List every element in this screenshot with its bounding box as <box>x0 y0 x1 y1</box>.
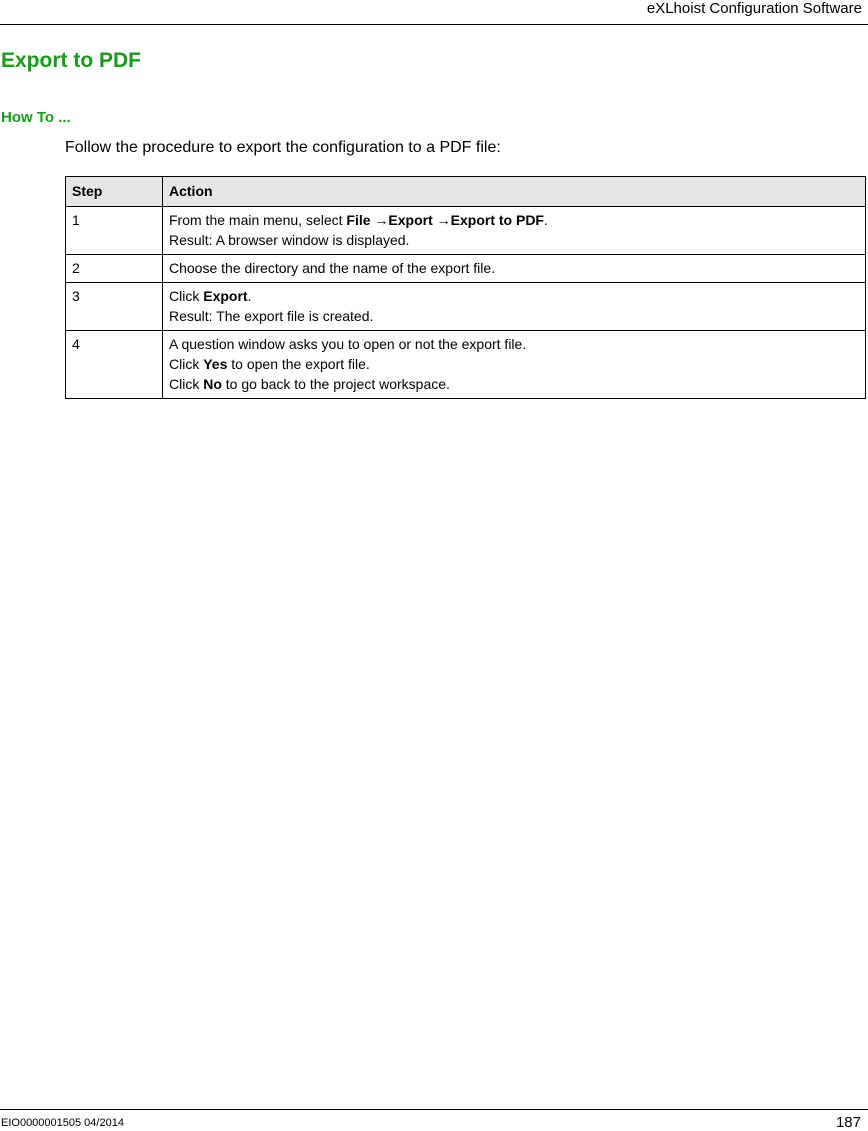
action-line <box>169 354 859 374</box>
table-header-row <box>66 177 866 207</box>
footer-divider <box>0 1109 868 1110</box>
column-header-step: Step <box>66 177 163 207</box>
step-number: 1 <box>66 207 163 255</box>
page-number: 187 <box>835 1114 861 1131</box>
export-button-label: Export <box>203 288 248 304</box>
step-number: 2 <box>66 255 163 283</box>
action-result: Result: A browser window is displayed. <box>169 232 410 248</box>
step-action <box>163 207 866 255</box>
step-number: 4 <box>66 331 163 399</box>
action-text: . <box>247 288 252 304</box>
section-title: Export to PDF <box>1 49 141 72</box>
step-action <box>163 331 866 399</box>
action-text: From the main menu, select <box>169 212 347 228</box>
action-text: . <box>544 212 548 228</box>
table-row <box>66 331 866 399</box>
step-action <box>163 283 866 331</box>
action-line <box>169 210 859 230</box>
menu-item-export: Export <box>388 212 433 228</box>
yes-button-label: Yes <box>203 356 228 372</box>
menu-arrow-icon: → <box>436 212 451 228</box>
step-number: 3 <box>66 283 163 331</box>
action-line: Choose the directory and the name of the export file. <box>169 260 496 276</box>
column-header-action: Action <box>163 177 866 207</box>
menu-item-file: File <box>346 212 371 228</box>
table-row <box>66 207 866 255</box>
document-reference: EIO0000001505 04/2014 <box>1 1117 124 1129</box>
action-line <box>169 286 859 306</box>
action-text: Click <box>169 376 204 392</box>
action-line <box>169 374 859 394</box>
action-text: Click <box>169 288 204 304</box>
action-text: to go back to the project workspace. <box>221 376 450 392</box>
action-line: A question window asks you to open or not the export file. <box>169 336 527 352</box>
table-row <box>66 283 866 331</box>
action-result: Result: The export file is created. <box>169 308 374 324</box>
procedure-table <box>65 176 866 399</box>
action-text: to open the export file. <box>227 356 370 372</box>
action-text: Click <box>169 356 204 372</box>
header-divider <box>0 24 868 25</box>
step-action <box>163 255 866 283</box>
no-button-label: No <box>203 376 222 392</box>
running-header-title: eXLhoist Configuration Software <box>646 0 862 17</box>
table-row <box>66 255 866 283</box>
menu-arrow-icon: → <box>374 212 389 228</box>
procedure-intro: Follow the procedure to export the configuration to a PDF file: <box>65 139 501 156</box>
menu-item-export-to-pdf: Export to PDF <box>450 212 544 228</box>
howto-heading: How To ... <box>1 109 71 126</box>
